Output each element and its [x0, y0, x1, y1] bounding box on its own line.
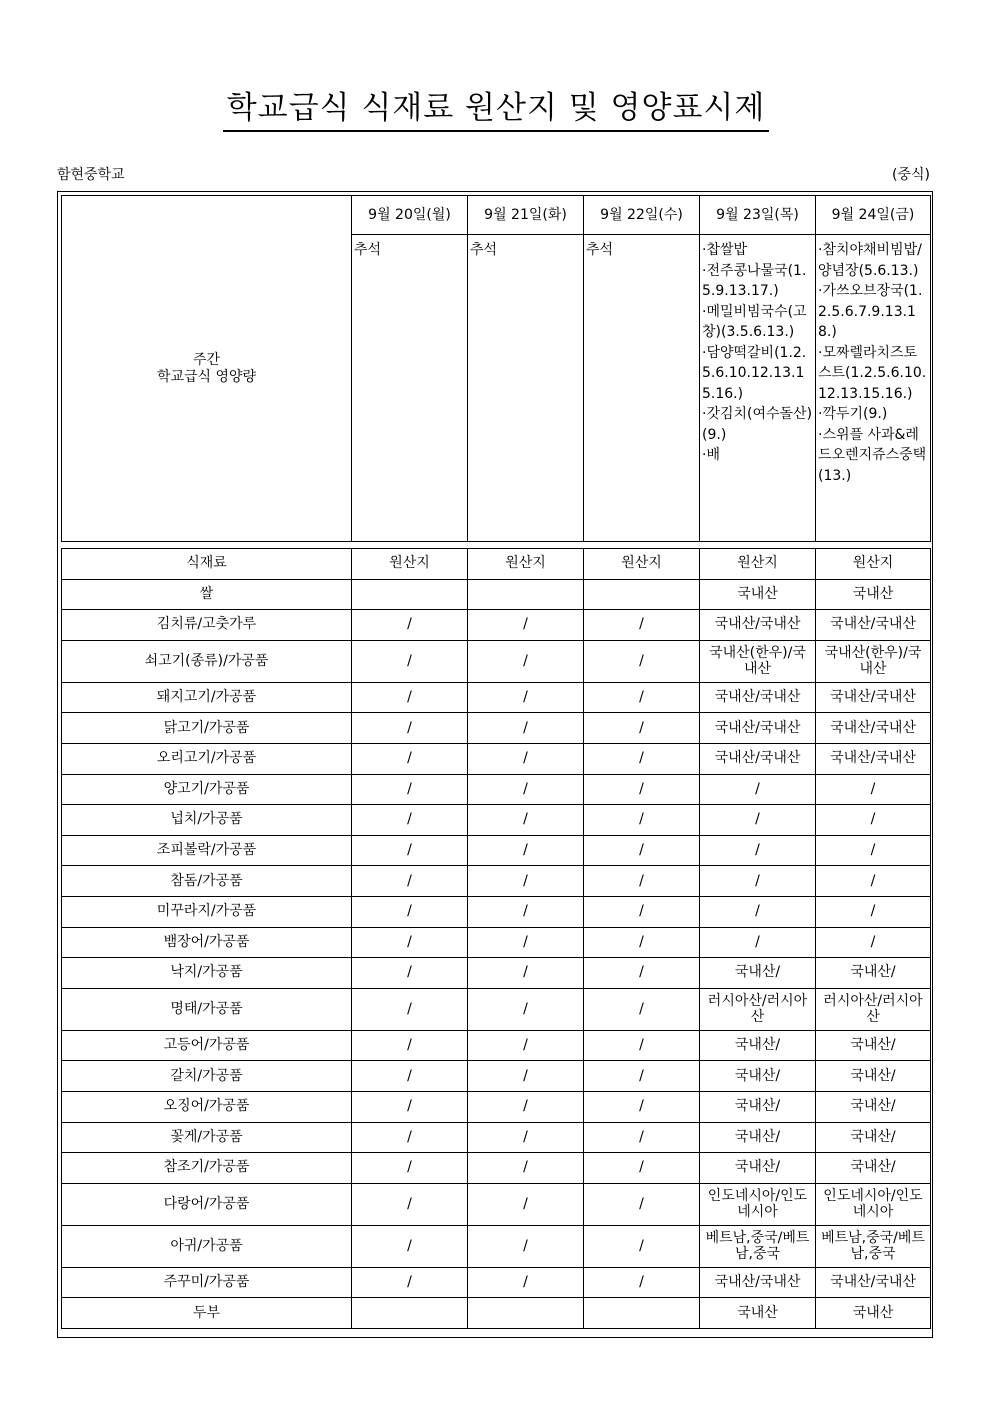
origin-value: 베트남,중국/베트남,중국: [705, 1230, 810, 1263]
ingredient-name: 미꾸라지/가공품: [62, 896, 352, 927]
origin-cell: /: [468, 713, 584, 744]
origin-cell: /: [584, 1122, 700, 1153]
origin-cell: /: [584, 927, 700, 958]
table-row: [62, 1091, 931, 1122]
origin-cell: [700, 988, 816, 1030]
origin-cell: /: [352, 866, 468, 897]
origin-value: 러시아산/러시아산: [707, 993, 808, 1026]
origin-value: /: [407, 1001, 412, 1018]
origin-cell: /: [584, 835, 700, 866]
origin-cell: /: [816, 774, 931, 805]
origin-value: 러시아산/러시아산: [823, 993, 923, 1026]
origin-cell: /: [468, 958, 584, 989]
origin-cell: [700, 1225, 816, 1267]
table-row: [62, 1298, 931, 1329]
origin-cell: 국내산/: [700, 1030, 816, 1061]
origin-cell: [468, 640, 584, 682]
menu-item: 추석: [354, 242, 382, 258]
menu-item: ·전주콩나물국(1.5.9.13.17.): [702, 262, 807, 299]
table-row: [62, 713, 931, 744]
ingredient-name: 참조기/가공품: [62, 1153, 352, 1184]
origin-header: 원산지: [700, 549, 816, 580]
origin-cell: [468, 1225, 584, 1267]
origin-cell: [816, 1225, 931, 1267]
origin-cell: /: [468, 1153, 584, 1184]
origin-cell: [816, 988, 931, 1030]
date-cell: 9월 22일(수): [584, 196, 700, 235]
date-cell: 9월 23일(목): [700, 196, 816, 235]
table-row: [62, 774, 931, 805]
origin-cell: /: [584, 958, 700, 989]
ingredient-name: 오리고기/가공품: [62, 743, 352, 774]
origin-cell: 국내산/국내산: [700, 713, 816, 744]
origin-cell: 국내산/: [816, 1153, 931, 1184]
origin-header: 원산지: [584, 549, 700, 580]
origin-cell: /: [352, 805, 468, 836]
origin-value: /: [639, 1196, 644, 1213]
table-row: [62, 835, 931, 866]
menu-item: ·갓김치(여수돌산)(9.): [702, 406, 813, 443]
origin-cell: /: [816, 805, 931, 836]
origin-cell: [352, 579, 468, 610]
origin-header: 원산지: [816, 549, 931, 580]
origin-cell: 국내산/국내산: [816, 610, 931, 641]
origin-value: 인도네시아/인도네시아: [823, 1188, 923, 1221]
ingredient-name: 김치류/고춧가루: [62, 610, 352, 641]
origin-cell: /: [352, 682, 468, 713]
ingredient-name: 명태/가공품: [62, 988, 352, 1030]
table-row: [62, 682, 931, 713]
date-cell: 9월 21일(화): [468, 196, 584, 235]
origin-cell: /: [700, 805, 816, 836]
origin-cell: [584, 1183, 700, 1225]
origin-cell: 국내산/: [700, 1091, 816, 1122]
table-row: [62, 1153, 931, 1184]
menu-item: ·모짜렐라치즈토스트(1.2.5.6.10.12.13.15.16.): [818, 344, 927, 402]
menu-item: ·스위플 사과&레드오렌지쥬스중택(13.): [818, 426, 927, 484]
table-row: [62, 743, 931, 774]
date-cell: 9월 24일(금): [816, 196, 931, 235]
origin-cell: [468, 579, 584, 610]
origin-cell: [468, 1183, 584, 1225]
origin-cell: /: [700, 927, 816, 958]
origin-cell: 국내산/국내산: [700, 1267, 816, 1298]
menu-cell: [584, 235, 700, 542]
table-row: [62, 610, 931, 641]
origin-cell: /: [468, 743, 584, 774]
origin-cell: /: [352, 927, 468, 958]
origin-cell: /: [816, 927, 931, 958]
origin-value: /: [639, 1238, 644, 1255]
origin-cell: /: [584, 896, 700, 927]
origin-value: /: [639, 653, 644, 670]
origin-cell: 국내산/국내산: [816, 682, 931, 713]
origin-cell: /: [352, 1122, 468, 1153]
origin-value: 인도네시아/인도네시아: [707, 1188, 808, 1221]
origin-value: /: [407, 653, 412, 670]
origin-cell: 국내산/국내산: [700, 743, 816, 774]
table-row: [62, 958, 931, 989]
origin-cell: 국내산/: [816, 958, 931, 989]
origin-cell: 국내산: [700, 579, 816, 610]
origin-cell: /: [584, 1030, 700, 1061]
origin-cell: 국내산/: [816, 1122, 931, 1153]
origin-cell: /: [584, 1267, 700, 1298]
origin-cell: [352, 1183, 468, 1225]
ingredient-name: 다랑어/가공품: [62, 1183, 352, 1225]
origin-cell: 국내산/국내산: [816, 743, 931, 774]
origin-cell: /: [700, 896, 816, 927]
table-row: [62, 988, 931, 1030]
ingredient-name: 고등어/가공품: [62, 1030, 352, 1061]
menu-item: ·찹쌀밥: [702, 242, 748, 258]
menu-item: 추석: [470, 242, 498, 258]
origin-cell: /: [700, 835, 816, 866]
table-row: [62, 1061, 931, 1092]
menu-cell: [816, 235, 931, 542]
origin-cell: /: [468, 1267, 584, 1298]
origin-cell: /: [352, 713, 468, 744]
origin-cell: 국내산/: [700, 1153, 816, 1184]
origin-cell: [584, 640, 700, 682]
origin-cell: /: [584, 1091, 700, 1122]
ingredient-name: 갈치/가공품: [62, 1061, 352, 1092]
origin-cell: [584, 988, 700, 1030]
origin-cell: /: [584, 713, 700, 744]
ingredient-name: 조피볼락/가공품: [62, 835, 352, 866]
weekly-label-line1: 주간: [192, 351, 221, 368]
origin-value: /: [407, 1238, 412, 1255]
origin-value: /: [523, 1196, 528, 1213]
origin-cell: /: [584, 610, 700, 641]
origin-cell: /: [584, 774, 700, 805]
origin-cell: /: [352, 1153, 468, 1184]
menu-item: 추석: [586, 242, 614, 258]
weekly-label-line2: 학교급식 영양량: [156, 368, 257, 385]
origin-cell: /: [584, 743, 700, 774]
origin-cell: /: [352, 1061, 468, 1092]
origin-cell: /: [352, 896, 468, 927]
ingredient-name: 돼지고기/가공품: [62, 682, 352, 713]
page-title: 학교급식 식재료 원산지 및 영양표시제: [223, 88, 770, 132]
ingredient-name: 오징어/가공품: [62, 1091, 352, 1122]
ingredient-name: 주꾸미/가공품: [62, 1267, 352, 1298]
origin-cell: /: [468, 805, 584, 836]
origin-cell: 국내산: [700, 1298, 816, 1329]
origin-cell: [468, 1298, 584, 1329]
origin-cell: /: [468, 774, 584, 805]
menu-cell: [468, 235, 584, 542]
origin-cell: /: [584, 805, 700, 836]
origin-cell: /: [352, 958, 468, 989]
origin-header: 원산지: [352, 549, 468, 580]
meal-type: (중식): [892, 167, 930, 183]
origin-header: 원산지: [468, 549, 584, 580]
table-row: [62, 1030, 931, 1061]
origin-cell: 국내산: [816, 1298, 931, 1329]
ingredient-name: 양고기/가공품: [62, 774, 352, 805]
origin-cell: 국내산/국내산: [700, 682, 816, 713]
origin-cell: 국내산/국내산: [700, 610, 816, 641]
origin-cell: /: [468, 866, 584, 897]
origin-cell: /: [584, 682, 700, 713]
origin-header-row: [62, 549, 931, 580]
menu-item: ·배: [702, 447, 720, 463]
origin-cell: /: [352, 1091, 468, 1122]
origin-value: 베트남,중국/베트남,중국: [821, 1230, 925, 1263]
origin-cell: /: [468, 610, 584, 641]
menu-item: ·메밀비빔국수(고창)(3.5.6.13.): [702, 303, 807, 340]
origin-cell: /: [816, 866, 931, 897]
table-row: [62, 1183, 931, 1225]
menu-item: ·참치야채비빔밥/양념장(5.6.13.): [818, 242, 922, 279]
ingredient-name: 낙지/가공품: [62, 958, 352, 989]
origin-cell: /: [816, 896, 931, 927]
origin-cell: 국내산/국내산: [816, 1267, 931, 1298]
ingredient-name: 참돔/가공품: [62, 866, 352, 897]
origin-cell: /: [700, 774, 816, 805]
ingredient-name: 꽃게/가공품: [62, 1122, 352, 1153]
origin-value: /: [407, 1196, 412, 1213]
origin-cell: [700, 640, 816, 682]
ingredient-name: 닭고기/가공품: [62, 713, 352, 744]
menu-table: [61, 195, 931, 542]
origin-cell: /: [468, 896, 584, 927]
origin-value: /: [523, 653, 528, 670]
date-cell: 9월 20일(월): [352, 196, 468, 235]
origin-cell: 국내산/국내산: [816, 713, 931, 744]
origin-cell: /: [584, 1153, 700, 1184]
weekly-nutrition-label: [62, 196, 352, 542]
origin-cell: /: [352, 835, 468, 866]
ingredient-header: 식재료: [62, 549, 352, 580]
origin-table: [61, 548, 931, 1329]
origin-cell: 국내산/: [816, 1091, 931, 1122]
origin-cell: 국내산: [816, 579, 931, 610]
origin-value: 국내산(한우)/국내산: [824, 645, 922, 678]
date-header-row: [62, 196, 931, 235]
origin-cell: [816, 1183, 931, 1225]
menu-cell: [352, 235, 468, 542]
origin-cell: /: [468, 835, 584, 866]
origin-cell: /: [352, 774, 468, 805]
origin-cell: /: [700, 866, 816, 897]
origin-value: /: [523, 1238, 528, 1255]
menu-cell: [700, 235, 816, 542]
table-row: [62, 1267, 931, 1298]
ingredient-name: 쇠고기(종류)/가공품: [62, 640, 352, 682]
ingredient-name: 쌀: [62, 579, 352, 610]
table-row: [62, 579, 931, 610]
school-name: 함현중학교: [57, 167, 125, 183]
origin-cell: 국내산/: [700, 958, 816, 989]
origin-cell: 국내산/: [816, 1030, 931, 1061]
table-row: [62, 805, 931, 836]
origin-cell: [700, 1183, 816, 1225]
origin-cell: /: [584, 866, 700, 897]
ingredient-name: 뱀장어/가공품: [62, 927, 352, 958]
origin-value: /: [639, 1001, 644, 1018]
origin-cell: /: [468, 682, 584, 713]
menu-item: ·깍두기(9.): [818, 406, 888, 422]
origin-value: /: [523, 1001, 528, 1018]
page-title-wrap: [0, 88, 992, 132]
ingredient-name: 넙치/가공품: [62, 805, 352, 836]
origin-cell: /: [352, 1030, 468, 1061]
origin-cell: [816, 640, 931, 682]
table-row: [62, 1122, 931, 1153]
origin-cell: /: [468, 1061, 584, 1092]
origin-cell: [352, 988, 468, 1030]
origin-cell: [468, 988, 584, 1030]
origin-value: 국내산(한우)/국내산: [709, 645, 806, 678]
origin-cell: /: [352, 610, 468, 641]
origin-cell: /: [468, 1091, 584, 1122]
origin-cell: [352, 1225, 468, 1267]
origin-cell: [352, 1298, 468, 1329]
origin-cell: 국내산/: [700, 1122, 816, 1153]
ingredient-name: 두부: [62, 1298, 352, 1329]
origin-cell: [584, 1298, 700, 1329]
origin-cell: /: [816, 835, 931, 866]
origin-cell: 국내산/: [816, 1061, 931, 1092]
table-row: [62, 866, 931, 897]
origin-cell: /: [468, 1030, 584, 1061]
menu-item: ·담양떡갈비(1.2.5.6.10.12.13.15.16.): [702, 344, 807, 402]
origin-cell: [584, 579, 700, 610]
origin-cell: /: [352, 743, 468, 774]
menu-item: ·가쓰오브장국(1.2.5.6.7.9.13.18.): [818, 283, 923, 340]
table-row: [62, 896, 931, 927]
origin-cell: [352, 640, 468, 682]
table-row: [62, 1225, 931, 1267]
ingredient-name: 아귀/가공품: [62, 1225, 352, 1267]
origin-cell: [584, 1225, 700, 1267]
origin-cell: 국내산/: [700, 1061, 816, 1092]
table-row: [62, 640, 931, 682]
origin-cell: /: [468, 927, 584, 958]
origin-cell: /: [584, 1061, 700, 1092]
table-row: [62, 927, 931, 958]
origin-cell: /: [352, 1267, 468, 1298]
origin-cell: /: [468, 1122, 584, 1153]
